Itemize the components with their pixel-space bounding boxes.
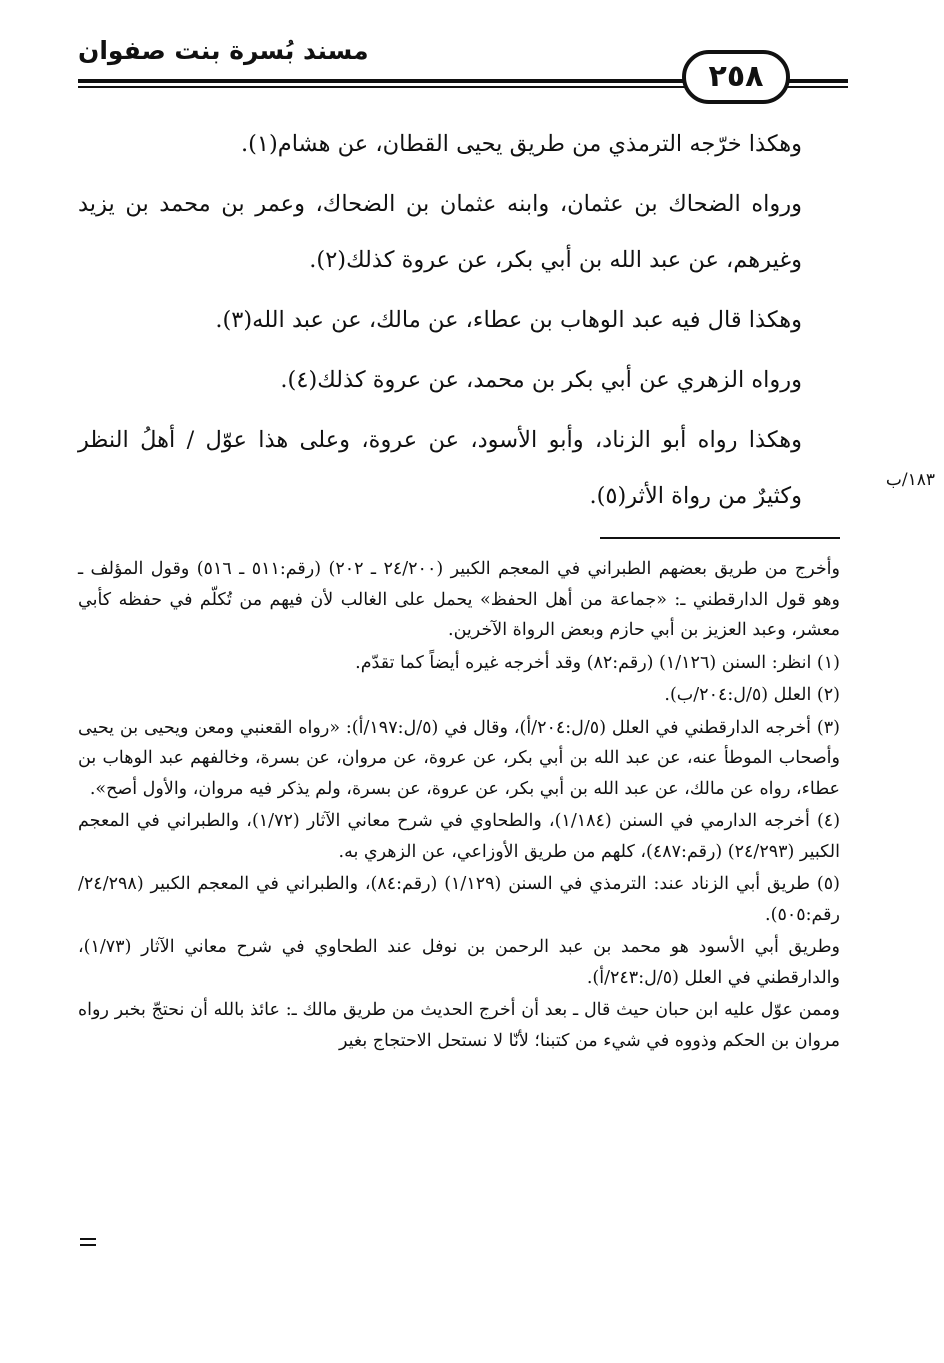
footnote-separator [600, 537, 840, 539]
footnote-item: (٣) أخرجه الدارقطني في العلل (٥/ل:٢٠٤/أ)، وقال في (٥/ل:١٩٧/أ): «رواه القعنبي ومعن ويحيى بن يحيى وأصحاب الموطأ عنه، عن عبد الله بن أبي بكر، عن عروة، عن مروان، عن بسرة، وخالفهم عبد الوهاب بن عطاء، رواه عن مالك، عن عبد الله بن أبي بكر، عن عروة، عن بسرة، ولم يذكر فيه مروان، والأول أصح». [78, 717, 840, 799]
main-paragraph: ورواه الزهري عن أبي بكر بن محمد، عن عروة كذلك(٤). [280, 367, 802, 393]
footnote-item: وممن عوّل عليه ابن حبان حيث قال ـ بعد أن أخرج الحديث من طريق مالك ـ: عائذ بالله أن نحتجّ بخبر رواه مروان بن الحكم وذووه في شيء من كتبنا؛ لأنّا لا نستحل الاحتجاج بغير [78, 1000, 840, 1051]
page-number: ٢٥٨ [682, 50, 790, 104]
footnote-item: وطريق أبي الأسود هو محمد بن عبد الرحمن بن نوفل عند الطحاوي في شرح معاني الآثار (١/٧٣)، والدارقطني في العلل (٥/ل:٢٤٣/أ). [78, 937, 840, 988]
main-text [78, 116, 838, 528]
main-paragraph: ورواه الضحاك بن عثمان، وابنه عثمان بن الضحاك، وعمر بن محمد بن يزيد وغيرهم، عن عبد الله بن أبي بكر، عن عروة كذلك(٢). [78, 191, 802, 273]
footnote-item: (٢) العلل (٥/ل:٢٠٤/ب). [664, 685, 840, 705]
footnote-item: (٤) أخرجه الدارمي في السنن (١/١٨٤)، والطحاوي في شرح معاني الآثار (١/٧٢)، والطبراني في المعجم الكبير (٢٤/٢٩٣) (رقم:٤٨٧)، كلهم من طريق الأوزاعي، عن الزهري به. [78, 811, 841, 862]
continuation-mark [80, 1238, 96, 1246]
manuscript-folio-note: ١٨٣/ب [885, 470, 935, 490]
running-title: مسند بُسرة بنت صفوان [78, 36, 369, 65]
footnote-continuation: وأخرج من طريق بعضهم الطبراني في المعجم الكبير (٢٤/٢٠٠ ـ ٢٠٢) (رقم:٥١١ ـ ٥١٦) وقول المؤلف ـ وهو قول الدارقطني ـ: «جماعة من أهل الحفظ» يحمل على الغالب لأن فيهم من تُكلّم في حفظه كأبي معشر، وعبد العزيز بن أبي حازم وبعض الرواة الآخرين. [78, 559, 840, 640]
main-paragraph: وهكذا رواه أبو الزناد، وأبو الأسود، عن عروة، وعلى هذا عوّل / أهلُ النظر وكثيرٌ من رواة الأثر(٥). [78, 427, 802, 509]
main-paragraph: وهكذا خرّجه الترمذي من طريق يحيى القطان، عن هشام(١). [240, 131, 802, 157]
main-paragraph: وهكذا قال فيه عبد الوهاب بن عطاء، عن مالك، عن عبد الله(٣). [215, 307, 802, 333]
footnote-item: (١) انظر: السنن (١/١٢٦) (رقم:٨٢) وقد أخرجه غيره أيضاً كما تقدّم. [355, 652, 840, 673]
footnote-item: (٥) طريق أبي الزناد عند: الترمذي في السنن (١/١٢٩) (رقم:٨٤)، والطبراني في المعجم الكبير (٢٤/٢٩٨/ رقم:٥٠٥). [78, 874, 840, 925]
footnotes [78, 554, 840, 1058]
